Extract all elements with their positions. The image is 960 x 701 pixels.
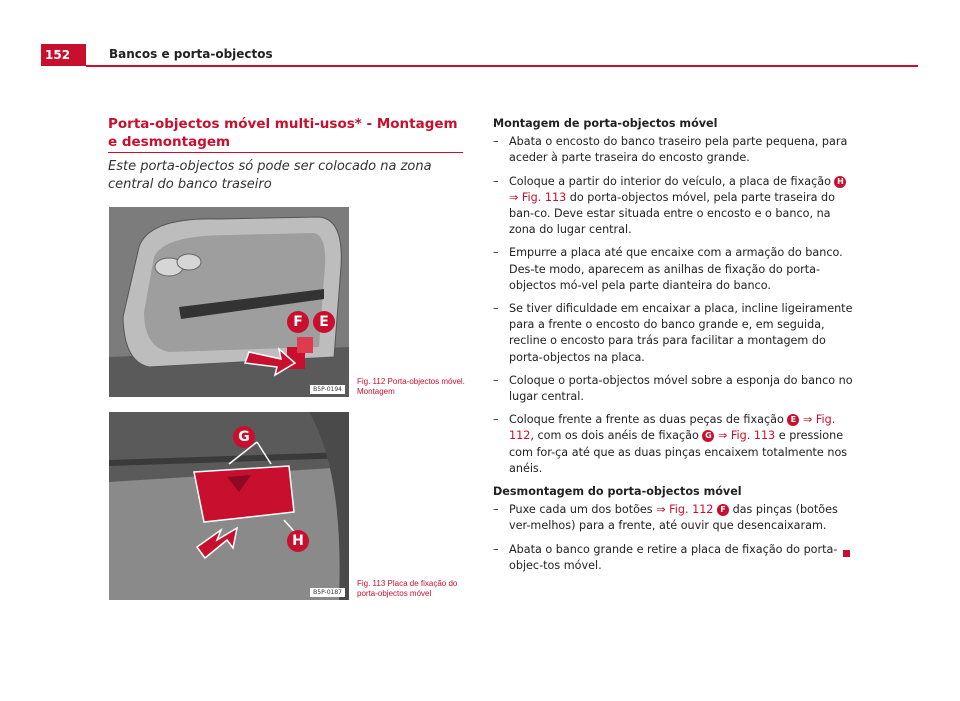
dash-bullet: – — [493, 413, 499, 427]
figure-ref-link[interactable]: ⇒ Fig. 112 — [656, 503, 714, 517]
label-h-marker: H — [287, 530, 309, 552]
figure-ref-link[interactable]: ⇒ Fig. 112 — [509, 413, 836, 443]
item-text: do porta-objectos móvel, pela parte traseira do ban-co. Deve estar situada entre o encosto e o banco, na zona do lugar central. — [509, 190, 836, 237]
page-number: 152 — [41, 44, 86, 66]
label-e-marker: E — [313, 311, 335, 333]
label-g-marker: G — [233, 426, 255, 448]
list-item — [493, 301, 853, 366]
dash-bullet: – — [493, 246, 499, 260]
section-rule — [108, 152, 463, 153]
section-title: Porta-objectos móvel multi-usos* - Montagem e desmontagem — [108, 116, 458, 150]
dash-bullet: – — [493, 373, 499, 387]
figure-113-caption: Fig. 113 Placa de fixação do porta-objectos móvel — [357, 579, 458, 598]
instructions-column — [493, 116, 853, 581]
list-item — [493, 502, 853, 534]
dash-bullet: – — [493, 174, 499, 188]
badge-f: F — [717, 504, 729, 516]
figure-112-caption: Fig. 112 Porta-objectos móvel. Montagem — [357, 377, 465, 396]
list-item — [493, 174, 853, 239]
list-item — [493, 542, 853, 574]
dash-bullet: – — [493, 542, 499, 556]
item-text: Coloque frente a frente as duas peças de fixação — [509, 413, 784, 427]
end-of-section-mark — [843, 550, 850, 557]
item-text: Coloque a partir do interior do veículo, a placa de fixação — [509, 174, 831, 188]
mount-heading: Montagem de porta-objectos móvel — [493, 117, 718, 130]
item-text: Se tiver dificuldade em encaixar a placa, incline ligeiramente para a frente o encosto do banco grande e, em seguida, recline o encosto para trás para facilitar a montagem do porta-objectos na placa. — [509, 302, 853, 364]
figure-112-tag: B5P-0194 — [310, 385, 345, 394]
list-item — [493, 373, 853, 405]
item-text: das pinças (botões ver-melhos) para a frente, até ouvir que desencaixaram. — [509, 503, 838, 533]
figure-112-image — [109, 207, 349, 397]
label-f-marker: F — [287, 311, 309, 333]
section-intro: Este porta-objectos só pode ser colocado na zona central do banco traseiro — [108, 159, 432, 192]
item-text: Empurre a placa até que encaixe com a armação do banco. Des-te modo, aparecem as anilhas de fixação do porta-objectos mó-vel pela parte dianteira do banco. — [509, 246, 843, 292]
item-text: Coloque o porta-objectos móvel sobre a esponja do banco no lugar central. — [509, 373, 853, 404]
item-text: , com os dois anéis de fixação — [530, 429, 699, 443]
figure-113-tag: B5P-0187 — [310, 588, 345, 597]
item-text: Abata o encosto do banco traseiro pela parte pequena, para aceder à parte traseira do encosto grande. — [509, 135, 848, 165]
item-text: Abata o banco grande e retire a placa de fixação do porta-objec-tos móvel. — [509, 542, 838, 572]
dash-bullet: – — [493, 302, 499, 316]
header-rule — [86, 65, 918, 67]
badge-h: H — [834, 176, 846, 188]
dash-bullet: – — [493, 135, 499, 149]
figure-113-image — [109, 412, 349, 600]
dash-bullet: – — [493, 503, 499, 517]
item-text: e pressione com for-ça até que as duas pinças encaixem totalmente nos anéis. — [509, 429, 848, 475]
chapter-title: Bancos e porta-objectos — [109, 47, 273, 61]
badge-e: E — [787, 414, 799, 426]
item-text: Puxe cada um dos botões — [509, 503, 653, 517]
list-item — [493, 134, 853, 166]
badge-g: G — [702, 430, 714, 442]
unmount-heading: Desmontagem do porta-objectos móvel — [493, 485, 742, 499]
list-item — [493, 412, 853, 477]
figure-ref-link[interactable]: ⇒ Fig. 113 — [509, 190, 567, 204]
figure-ref-link[interactable]: ⇒ Fig. 113 — [717, 429, 776, 443]
list-item — [493, 245, 853, 294]
